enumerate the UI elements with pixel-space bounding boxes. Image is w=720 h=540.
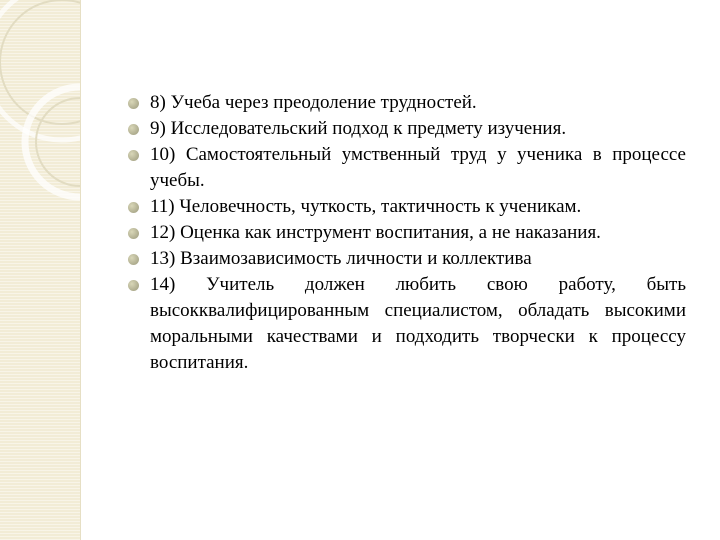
- slide-content: [128, 90, 686, 376]
- list-item: [128, 116, 686, 142]
- bullet-icon: [128, 202, 139, 213]
- bullet-icon: [128, 98, 139, 109]
- list-item-text: 10) Самостоятельный умственный труд у ученика в процессе учебы.: [150, 144, 686, 191]
- bullet-icon: [128, 254, 139, 265]
- bullet-list: [128, 90, 686, 376]
- list-item: [128, 246, 686, 272]
- bullet-icon: [128, 280, 139, 291]
- list-item-text: 11) Человечность, чуткость, тактичность к ученикам.: [150, 196, 582, 217]
- list-item-text: 12) Оценка как инструмент воспитания, а не наказания.: [150, 222, 601, 243]
- list-item-text: 8) Учеба через преодоление трудностей.: [150, 92, 477, 113]
- bullet-icon: [128, 150, 139, 161]
- list-item: [128, 272, 686, 376]
- list-item: [128, 194, 686, 220]
- list-item-text: 14) Учитель должен любить свою работу, быть высокквалифицированным специалистом, обладать высокими моральными качествами и подходить творчески к процессу воспитания.: [150, 274, 686, 373]
- bullet-icon: [128, 124, 139, 135]
- list-item: [128, 90, 686, 116]
- side-band-edge: [80, 0, 81, 540]
- decorative-side-band: [0, 0, 80, 540]
- decorative-rings: [0, 0, 80, 540]
- list-item-text: 9) Исследовательский подход к предмету изучения.: [150, 118, 567, 139]
- list-item-text: 13) Взаимозависимость личности и коллектива: [150, 248, 532, 269]
- list-item: [128, 220, 686, 246]
- list-item: [128, 142, 686, 194]
- bullet-icon: [128, 228, 139, 239]
